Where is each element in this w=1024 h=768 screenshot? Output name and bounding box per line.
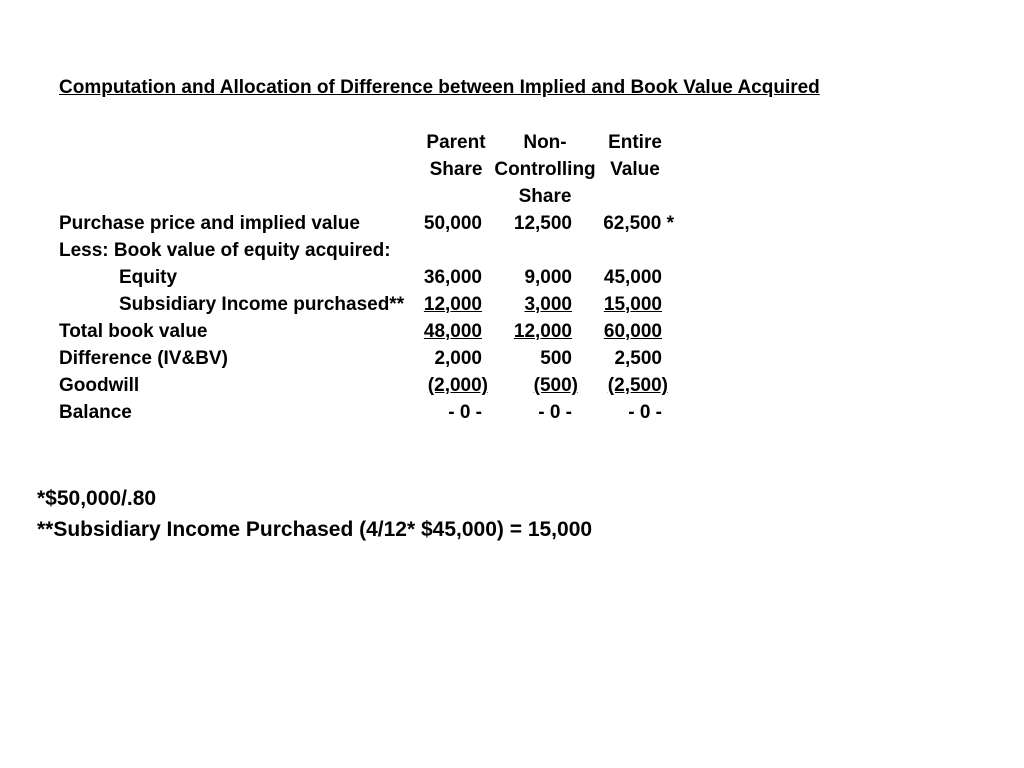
row-goodwill-parent: (2,000) bbox=[427, 375, 488, 396]
row-difference-parent: 2,000 bbox=[434, 348, 482, 369]
row-equity-entire: 45,000 bbox=[603, 267, 662, 288]
header-parent-line1: Parent bbox=[426, 132, 486, 153]
row-goodwill-nci: (500) bbox=[533, 375, 578, 396]
row-subsidiary-income-entire: 15,000 bbox=[603, 294, 662, 315]
row-label-equity: Equity bbox=[119, 267, 178, 288]
row-equity-parent: 36,000 bbox=[423, 267, 482, 288]
header-entire-line2: Value bbox=[610, 159, 660, 180]
header-noncontrolling-line1: Non- bbox=[523, 132, 567, 153]
footnote-implied-value: *$50,000/.80 bbox=[37, 487, 157, 510]
row-total-book-value-nci: 12,000 bbox=[513, 321, 572, 342]
row-balance-parent: - 0 - bbox=[448, 402, 482, 423]
header-noncontrolling-line2: Controlling bbox=[494, 159, 596, 180]
row-equity-nci: 9,000 bbox=[524, 267, 572, 288]
row-label-difference: Difference (IV&BV) bbox=[59, 348, 228, 369]
header-entire-line1: Entire bbox=[608, 132, 662, 153]
row-label-total-book-value: Total book value bbox=[59, 321, 208, 342]
row-balance-entire: - 0 - bbox=[628, 402, 662, 423]
row-label-purchase-price: Purchase price and implied value bbox=[59, 213, 360, 234]
header-entire-value bbox=[590, 129, 680, 183]
row-purchase-price-parent: 50,000 bbox=[423, 213, 482, 234]
page-title: Computation and Allocation of Difference between Implied and Book Value Acquired bbox=[59, 77, 820, 98]
row-total-book-value-entire: 60,000 bbox=[603, 321, 662, 342]
row-subsidiary-income-nci: 3,000 bbox=[524, 294, 572, 315]
footnote-subsidiary-income: **Subsidiary Income Purchased (4/12* $45,000) = 15,000 bbox=[37, 518, 593, 541]
row-difference-nci: 500 bbox=[540, 348, 572, 369]
row-goodwill-entire: (2,500) bbox=[607, 375, 668, 396]
header-parent-line2: Share bbox=[429, 159, 483, 180]
row-difference-entire: 2,500 bbox=[614, 348, 662, 369]
row-label-goodwill: Goodwill bbox=[59, 375, 140, 396]
header-noncontrolling-share bbox=[490, 129, 600, 210]
row-purchase-price-nci: 12,500 bbox=[513, 213, 572, 234]
row-balance-nci: - 0 - bbox=[538, 402, 572, 423]
row-label-less-book-value: Less: Book value of equity acquired: bbox=[59, 240, 391, 261]
row-subsidiary-income-parent: 12,000 bbox=[423, 294, 482, 315]
row-total-book-value-parent: 48,000 bbox=[423, 321, 482, 342]
row-purchase-price-entire: 62,500 * bbox=[603, 213, 674, 234]
header-noncontrolling-line3: Share bbox=[518, 186, 572, 207]
row-label-balance: Balance bbox=[59, 402, 132, 423]
header-parent-share bbox=[410, 129, 502, 183]
row-label-subsidiary-income: Subsidiary Income purchased** bbox=[119, 294, 405, 315]
